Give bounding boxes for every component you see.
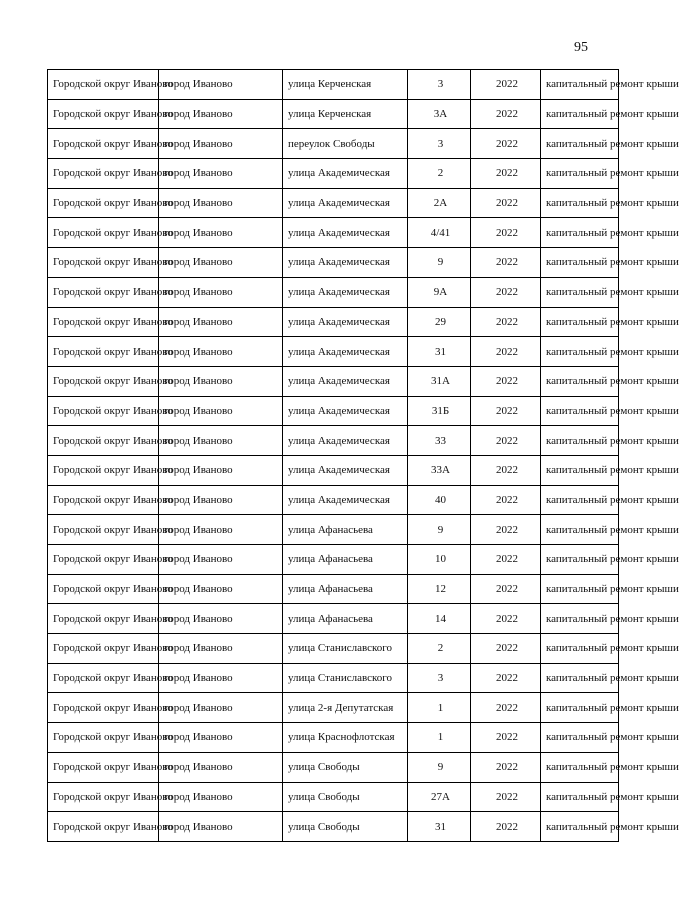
cell-municipality: Городской округ Иваново	[48, 574, 159, 604]
cell-street: улица Академическая	[283, 485, 408, 515]
cell-municipality: Городской округ Иваново	[48, 693, 159, 723]
cell-work-type: капитальный ремонт крыши	[541, 159, 619, 189]
cell-house-number: 29	[408, 307, 471, 337]
cell-street: улица Афанасьева	[283, 604, 408, 634]
cell-house-number: 9	[408, 515, 471, 545]
cell-locality: город Иваново	[159, 663, 283, 693]
cell-locality: город Иваново	[159, 337, 283, 367]
table-row	[48, 277, 619, 307]
table-row	[48, 515, 619, 545]
cell-locality: город Иваново	[159, 574, 283, 604]
cell-work-type: капитальный ремонт крыши	[541, 366, 619, 396]
cell-year: 2022	[471, 693, 541, 723]
cell-work-type: капитальный ремонт крыши	[541, 70, 619, 100]
cell-locality: город Иваново	[159, 723, 283, 753]
cell-municipality: Городской округ Иваново	[48, 426, 159, 456]
cell-year: 2022	[471, 159, 541, 189]
cell-municipality: Городской округ Иваново	[48, 782, 159, 812]
cell-work-type: капитальный ремонт крыши	[541, 307, 619, 337]
cell-house-number: 12	[408, 574, 471, 604]
cell-locality: город Иваново	[159, 455, 283, 485]
cell-house-number: 31	[408, 812, 471, 842]
table-row	[48, 70, 619, 100]
cell-street: улица Академическая	[283, 218, 408, 248]
table-row	[48, 248, 619, 278]
cell-street: улица Академическая	[283, 396, 408, 426]
table-row	[48, 812, 619, 842]
cell-year: 2022	[471, 545, 541, 575]
cell-year: 2022	[471, 277, 541, 307]
cell-street: улица Академическая	[283, 188, 408, 218]
cell-year: 2022	[471, 812, 541, 842]
cell-house-number: 4/41	[408, 218, 471, 248]
cell-year: 2022	[471, 70, 541, 100]
cell-house-number: 1	[408, 693, 471, 723]
cell-street: улица Станиславского	[283, 634, 408, 664]
cell-municipality: Городской округ Иваново	[48, 396, 159, 426]
table-row	[48, 634, 619, 664]
cell-street: улица Академическая	[283, 366, 408, 396]
cell-work-type: капитальный ремонт крыши	[541, 248, 619, 278]
cell-street: улица Академическая	[283, 159, 408, 189]
cell-year: 2022	[471, 752, 541, 782]
cell-house-number: 3	[408, 129, 471, 159]
cell-work-type: капитальный ремонт крыши	[541, 485, 619, 515]
cell-work-type: капитальный ремонт крыши	[541, 574, 619, 604]
cell-year: 2022	[471, 396, 541, 426]
cell-municipality: Городской округ Иваново	[48, 307, 159, 337]
cell-locality: город Иваново	[159, 426, 283, 456]
cell-house-number: 1	[408, 723, 471, 753]
cell-locality: город Иваново	[159, 307, 283, 337]
cell-locality: город Иваново	[159, 277, 283, 307]
cell-municipality: Городской округ Иваново	[48, 485, 159, 515]
cell-work-type: капитальный ремонт крыши	[541, 723, 619, 753]
cell-house-number: 2	[408, 634, 471, 664]
cell-municipality: Городской округ Иваново	[48, 545, 159, 575]
cell-house-number: 2А	[408, 188, 471, 218]
cell-street: улица Академическая	[283, 277, 408, 307]
cell-year: 2022	[471, 455, 541, 485]
cell-work-type: капитальный ремонт крыши	[541, 634, 619, 664]
cell-year: 2022	[471, 723, 541, 753]
cell-street: улица 2-я Депутатская	[283, 693, 408, 723]
cell-house-number: 14	[408, 604, 471, 634]
cell-locality: город Иваново	[159, 396, 283, 426]
cell-municipality: Городской округ Иваново	[48, 812, 159, 842]
table-row	[48, 782, 619, 812]
table-row	[48, 99, 619, 129]
table-row	[48, 723, 619, 753]
cell-house-number: 40	[408, 485, 471, 515]
cell-locality: город Иваново	[159, 99, 283, 129]
cell-work-type: капитальный ремонт крыши	[541, 663, 619, 693]
cell-year: 2022	[471, 188, 541, 218]
cell-street: улица Академическая	[283, 248, 408, 278]
cell-year: 2022	[471, 426, 541, 456]
cell-work-type: капитальный ремонт крыши	[541, 277, 619, 307]
cell-street: улица Керченская	[283, 70, 408, 100]
cell-street: улица Свободы	[283, 752, 408, 782]
cell-locality: город Иваново	[159, 159, 283, 189]
cell-municipality: Городской округ Иваново	[48, 277, 159, 307]
cell-year: 2022	[471, 663, 541, 693]
cell-locality: город Иваново	[159, 366, 283, 396]
cell-street: улица Станиславского	[283, 663, 408, 693]
cell-house-number: 27А	[408, 782, 471, 812]
cell-municipality: Городской округ Иваново	[48, 70, 159, 100]
cell-year: 2022	[471, 366, 541, 396]
cell-municipality: Городской округ Иваново	[48, 248, 159, 278]
cell-municipality: Городской округ Иваново	[48, 455, 159, 485]
cell-street: улица Академическая	[283, 337, 408, 367]
cell-municipality: Городской округ Иваново	[48, 515, 159, 545]
cell-house-number: 33А	[408, 455, 471, 485]
cell-year: 2022	[471, 337, 541, 367]
cell-municipality: Городской округ Иваново	[48, 723, 159, 753]
cell-house-number: 3	[408, 663, 471, 693]
cell-house-number: 2	[408, 159, 471, 189]
cell-work-type: капитальный ремонт крыши	[541, 218, 619, 248]
cell-locality: город Иваново	[159, 188, 283, 218]
cell-house-number: 9	[408, 752, 471, 782]
cell-work-type: капитальный ремонт крыши	[541, 337, 619, 367]
cell-year: 2022	[471, 307, 541, 337]
table-row	[48, 574, 619, 604]
cell-municipality: Городской округ Иваново	[48, 752, 159, 782]
table-row	[48, 396, 619, 426]
cell-locality: город Иваново	[159, 545, 283, 575]
cell-locality: город Иваново	[159, 485, 283, 515]
table-row	[48, 366, 619, 396]
cell-locality: город Иваново	[159, 812, 283, 842]
cell-year: 2022	[471, 129, 541, 159]
table-row	[48, 218, 619, 248]
page-number: 95	[574, 40, 588, 55]
cell-work-type: капитальный ремонт крыши	[541, 782, 619, 812]
table-body	[48, 70, 679, 842]
cell-year: 2022	[471, 574, 541, 604]
repair-schedule-table	[47, 69, 679, 842]
cell-municipality: Городской округ Иваново	[48, 188, 159, 218]
cell-work-type: капитальный ремонт крыши	[541, 455, 619, 485]
table-row	[48, 485, 619, 515]
cell-municipality: Городской округ Иваново	[48, 634, 159, 664]
cell-locality: город Иваново	[159, 70, 283, 100]
cell-street: улица Академическая	[283, 455, 408, 485]
cell-locality: город Иваново	[159, 693, 283, 723]
table-row	[48, 129, 619, 159]
cell-street: улица Керченская	[283, 99, 408, 129]
table-row	[48, 545, 619, 575]
table-row	[48, 693, 619, 723]
cell-house-number: 3А	[408, 99, 471, 129]
cell-locality: город Иваново	[159, 218, 283, 248]
cell-work-type: капитальный ремонт крыши	[541, 426, 619, 456]
table-row	[48, 752, 619, 782]
cell-locality: город Иваново	[159, 129, 283, 159]
cell-municipality: Городской округ Иваново	[48, 218, 159, 248]
table-row	[48, 663, 619, 693]
cell-work-type: капитальный ремонт крыши	[541, 129, 619, 159]
cell-house-number: 9	[408, 248, 471, 278]
cell-work-type: капитальный ремонт крыши	[541, 188, 619, 218]
cell-house-number: 10	[408, 545, 471, 575]
cell-year: 2022	[471, 248, 541, 278]
cell-municipality: Городской округ Иваново	[48, 129, 159, 159]
cell-street: переулок Свободы	[283, 129, 408, 159]
cell-work-type: капитальный ремонт крыши	[541, 396, 619, 426]
cell-municipality: Городской округ Иваново	[48, 663, 159, 693]
cell-house-number: 33	[408, 426, 471, 456]
cell-municipality: Городской округ Иваново	[48, 99, 159, 129]
cell-house-number: 9А	[408, 277, 471, 307]
table-row	[48, 307, 619, 337]
cell-street: улица Афанасьева	[283, 515, 408, 545]
cell-year: 2022	[471, 485, 541, 515]
cell-house-number: 31Б	[408, 396, 471, 426]
cell-work-type: капитальный ремонт крыши	[541, 812, 619, 842]
cell-work-type: капитальный ремонт крыши	[541, 752, 619, 782]
table-row	[48, 337, 619, 367]
cell-municipality: Городской округ Иваново	[48, 337, 159, 367]
cell-locality: город Иваново	[159, 248, 283, 278]
cell-street: улица Краснофлотская	[283, 723, 408, 753]
cell-work-type: капитальный ремонт крыши	[541, 693, 619, 723]
cell-locality: город Иваново	[159, 634, 283, 664]
cell-locality: город Иваново	[159, 604, 283, 634]
cell-year: 2022	[471, 782, 541, 812]
cell-work-type: капитальный ремонт крыши	[541, 545, 619, 575]
table-row	[48, 426, 619, 456]
cell-house-number: 3	[408, 70, 471, 100]
cell-street: улица Свободы	[283, 782, 408, 812]
cell-municipality: Городской округ Иваново	[48, 366, 159, 396]
cell-street: улица Академическая	[283, 426, 408, 456]
cell-street: улица Свободы	[283, 812, 408, 842]
cell-year: 2022	[471, 604, 541, 634]
table-row	[48, 455, 619, 485]
cell-work-type: капитальный ремонт крыши	[541, 604, 619, 634]
cell-street: улица Академическая	[283, 307, 408, 337]
cell-municipality: Городской округ Иваново	[48, 159, 159, 189]
cell-house-number: 31	[408, 337, 471, 367]
cell-locality: город Иваново	[159, 515, 283, 545]
cell-house-number: 31А	[408, 366, 471, 396]
cell-work-type: капитальный ремонт крыши	[541, 515, 619, 545]
table-row	[48, 604, 619, 634]
table-row	[48, 159, 619, 189]
cell-work-type: капитальный ремонт крыши	[541, 99, 619, 129]
cell-year: 2022	[471, 99, 541, 129]
cell-year: 2022	[471, 515, 541, 545]
table-row	[48, 188, 619, 218]
cell-locality: город Иваново	[159, 782, 283, 812]
cell-street: улица Афанасьева	[283, 545, 408, 575]
cell-street: улица Афанасьева	[283, 574, 408, 604]
cell-year: 2022	[471, 634, 541, 664]
cell-municipality: Городской округ Иваново	[48, 604, 159, 634]
cell-year: 2022	[471, 218, 541, 248]
cell-locality: город Иваново	[159, 752, 283, 782]
